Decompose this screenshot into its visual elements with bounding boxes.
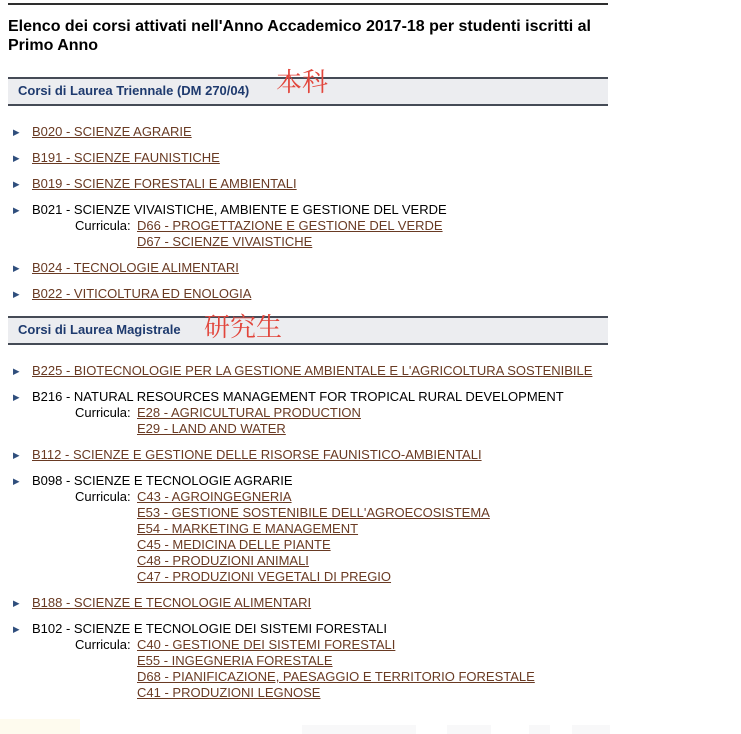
- section-title: Corsi di Laurea Triennale (DM 270/04): [18, 83, 250, 98]
- curricula-label: Curricula:: [75, 218, 131, 233]
- bullet-arrow-icon: ▶: [13, 153, 20, 163]
- course-link[interactable]: B112 - SCIENZE E GESTIONE DELLE RISORSE FAUNISTICO-AMBIENTALI: [32, 447, 482, 462]
- course-link[interactable]: B188 - SCIENZE E TECNOLOGIE ALIMENTARI: [32, 595, 312, 610]
- top-divider: [8, 3, 608, 5]
- curriculum-link[interactable]: D66 - PROGETTAZIONE E GESTIONE DEL VERDE: [137, 218, 443, 233]
- course-item: [8, 447, 608, 463]
- course-title: B098 - SCIENZE E TECNOLOGIE AGRARIE: [32, 473, 293, 488]
- course-list: [8, 124, 608, 302]
- bullet-arrow-icon: ▶: [13, 450, 20, 460]
- course-item: [8, 363, 608, 379]
- bullet-arrow-icon: ▶: [13, 624, 20, 634]
- course-item: [8, 202, 608, 250]
- course-item: [8, 473, 608, 585]
- bullet-arrow-icon: ▶: [13, 205, 20, 215]
- curricula-block: [75, 489, 608, 585]
- course-item: [8, 124, 608, 140]
- course-title: B021 - SCIENZE VIVAISTICHE, AMBIENTE E GESTIONE DEL VERDE: [32, 202, 447, 217]
- course-link[interactable]: B225 - BIOTECNOLOGIE PER LA GESTIONE AMBIENTALE E L'AGRICOLTURA SOSTENIBILE: [32, 363, 593, 378]
- course-section: [8, 312, 608, 701]
- course-list-page: [8, 3, 608, 701]
- bullet-arrow-icon: ▶: [13, 289, 20, 299]
- curriculum-link[interactable]: E53 - GESTIONE SOSTENIBILE DELL'AGROECOSISTEMA: [137, 505, 490, 520]
- section-header-bar: [8, 67, 608, 106]
- bottom-artifact: [447, 725, 491, 734]
- curriculum-link[interactable]: C47 - PRODUZIONI VEGETALI DI PREGIO: [137, 569, 392, 584]
- course-link[interactable]: B191 - SCIENZE FAUNISTICHE: [32, 150, 220, 165]
- bottom-edge-artifacts: [0, 719, 741, 734]
- bottom-artifact: [529, 725, 550, 734]
- course-link[interactable]: B020 - SCIENZE AGRARIE: [32, 124, 192, 139]
- bullet-arrow-icon: ▶: [13, 366, 20, 376]
- course-item: [8, 260, 608, 276]
- course-section: [8, 67, 608, 302]
- curricula-block: [75, 218, 608, 250]
- course-item: [8, 286, 608, 302]
- curriculum-link[interactable]: C48 - PRODUZIONI ANIMALI: [137, 553, 309, 568]
- curriculum-link[interactable]: E28 - AGRICULTURAL PRODUCTION: [137, 405, 361, 420]
- course-item: [8, 389, 608, 437]
- section-header-bar: [8, 312, 608, 345]
- curriculum-link[interactable]: D67 - SCIENZE VIVAISTICHE: [137, 234, 313, 249]
- course-title: B102 - SCIENZE E TECNOLOGIE DEI SISTEMI FORESTALI: [32, 621, 387, 636]
- curriculum-link[interactable]: E29 - LAND AND WATER: [137, 421, 286, 436]
- course-link[interactable]: B022 - VITICOLTURA ED ENOLOGIA: [32, 286, 252, 301]
- curricula-label: Curricula:: [75, 489, 131, 504]
- sections-container: [8, 67, 608, 701]
- curricula-block: [75, 405, 608, 437]
- curriculum-link[interactable]: E54 - MARKETING E MANAGEMENT: [137, 521, 359, 536]
- bullet-arrow-icon: ▶: [13, 476, 20, 486]
- cjk-annotation: 研究生: [204, 312, 283, 342]
- curriculum-link[interactable]: C41 - PRODUZIONI LEGNOSE: [137, 685, 321, 700]
- course-title: B216 - NATURAL RESOURCES MANAGEMENT FOR TROPICAL RURAL DEVELOPMENT: [32, 389, 564, 404]
- curricula-label: Curricula:: [75, 405, 131, 420]
- curriculum-link[interactable]: C45 - MEDICINA DELLE PIANTE: [137, 537, 331, 552]
- curriculum-link[interactable]: E55 - INGEGNERIA FORESTALE: [137, 653, 333, 668]
- course-item: [8, 621, 608, 701]
- page-title: Elenco dei corsi attivati nell'Anno Accademico 2017-18 per studenti iscritti al Primo Anno: [8, 18, 591, 54]
- bullet-arrow-icon: ▶: [13, 179, 20, 189]
- cjk-annotation: 本科: [276, 67, 329, 97]
- curriculum-link[interactable]: C43 - AGROINGEGNERIA: [137, 489, 292, 504]
- curricula-block: [75, 637, 608, 701]
- bullet-arrow-icon: ▶: [13, 127, 20, 137]
- curricula-label: Curricula:: [75, 637, 131, 652]
- section-title: Corsi di Laurea Magistrale: [18, 322, 181, 337]
- bullet-arrow-icon: ▶: [13, 598, 20, 608]
- curriculum-link[interactable]: D68 - PIANIFICAZIONE, PAESAGGIO E TERRITORIO FORESTALE: [137, 669, 535, 684]
- course-item: [8, 176, 608, 192]
- course-item: [8, 595, 608, 611]
- course-link[interactable]: B024 - TECNOLOGIE ALIMENTARI: [32, 260, 239, 275]
- bottom-artifact: [302, 725, 416, 734]
- bullet-arrow-icon: ▶: [13, 263, 20, 273]
- course-link[interactable]: B019 - SCIENZE FORESTALI E AMBIENTALI: [32, 176, 297, 191]
- bottom-artifact: [572, 725, 610, 734]
- bullet-arrow-icon: ▶: [13, 392, 20, 402]
- bottom-artifact: [0, 719, 80, 734]
- course-list: [8, 363, 608, 701]
- course-item: [8, 150, 608, 166]
- curriculum-link[interactable]: C40 - GESTIONE DEI SISTEMI FORESTALI: [137, 637, 396, 652]
